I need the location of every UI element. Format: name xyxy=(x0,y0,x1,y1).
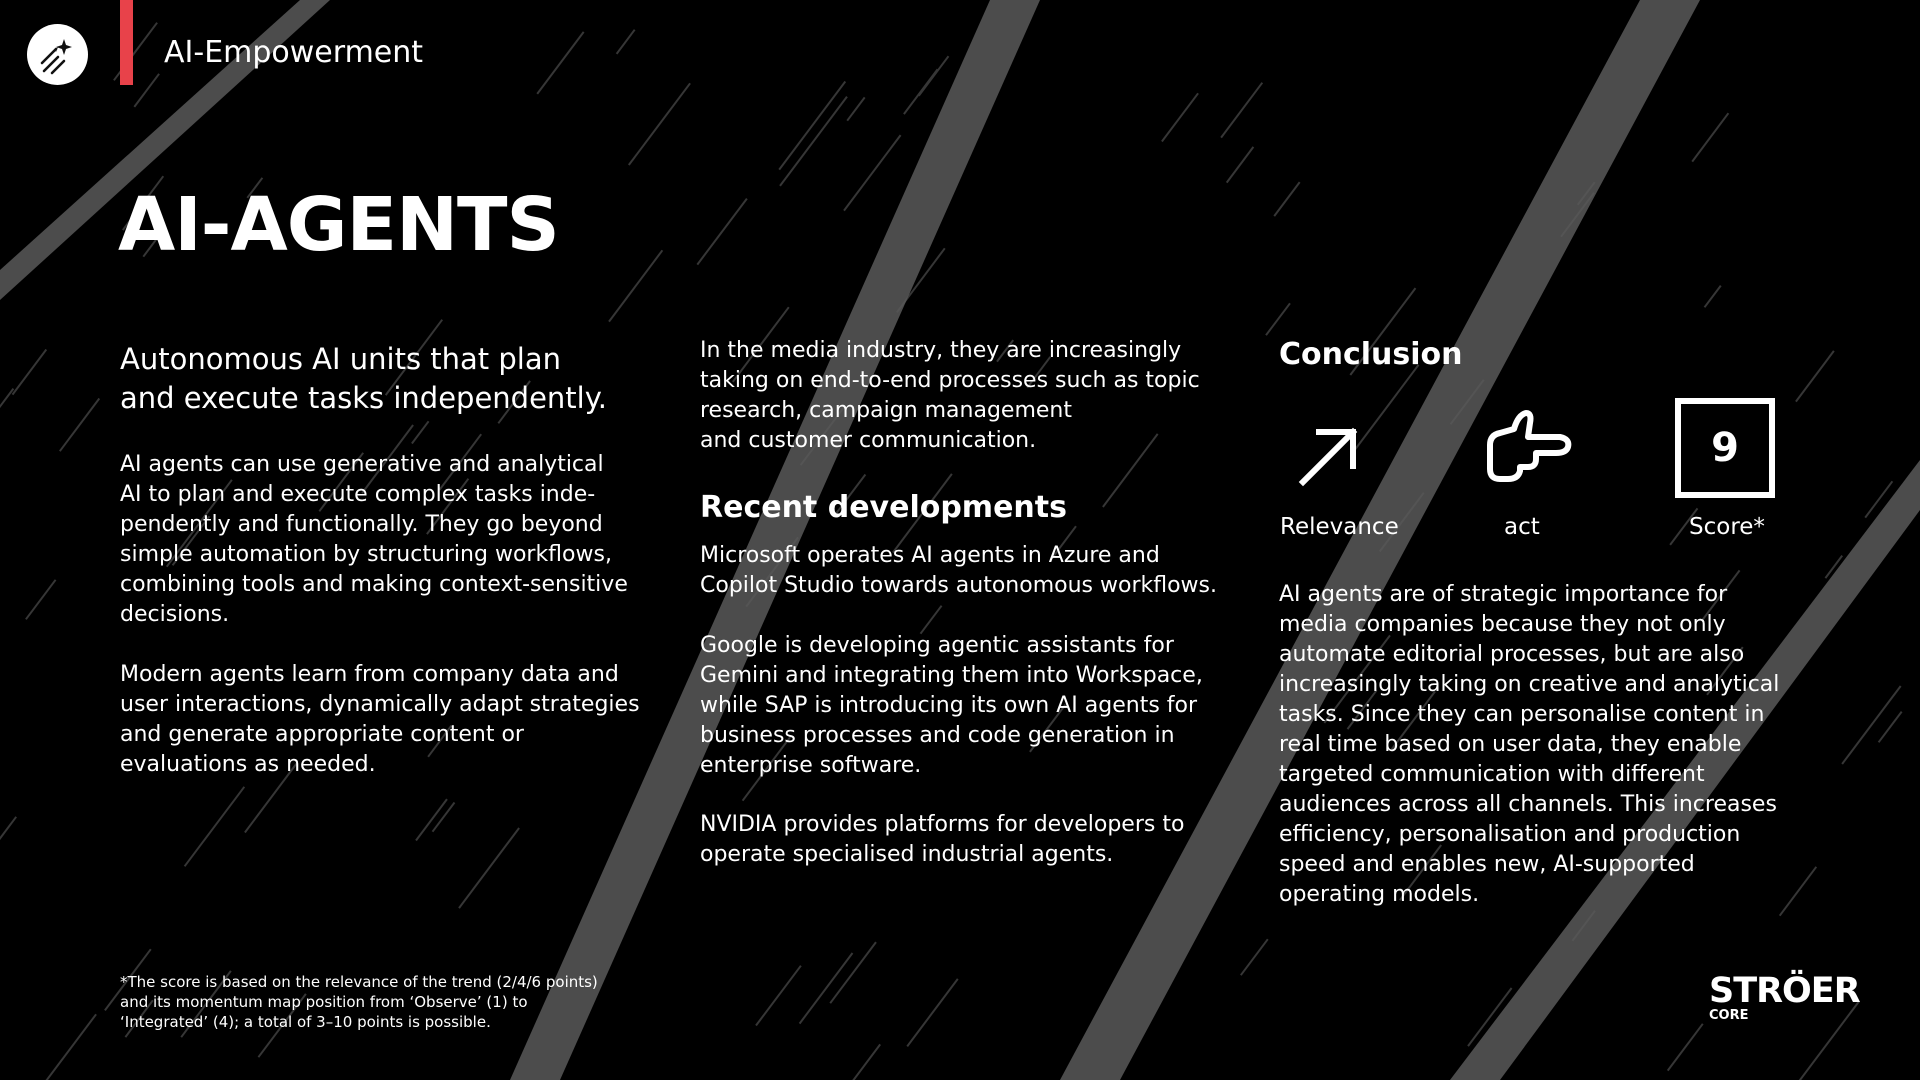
microsoft-paragraph: Microsoft operates AI agents in Azure and Copilot Studio towards autonomous workflows. xyxy=(700,543,1217,598)
action-indicator xyxy=(1478,405,1578,495)
logo-badge xyxy=(27,24,88,85)
google-sap-paragraph: Google is developing agentic assistants for Gemini and integrating them into Workspace, while SAP is introducing its own AI agents for business processes and code generation in enterprise software. xyxy=(700,633,1203,778)
pointing-hand-icon xyxy=(1480,407,1576,493)
header-title: AI-Empowerment xyxy=(164,35,424,70)
page-title: AI-AGENTS xyxy=(118,182,559,268)
conclusion-heading: Conclusion xyxy=(1279,337,1463,372)
intro-paragraph-1: AI agents can use generative and analytical AI to plan and execute complex tasks inde- pendently and functionally. They go beyond simple automation by structuring workflows, combining tools and making context-sensitive decisions. xyxy=(120,452,628,627)
sparkle-arrows-icon xyxy=(36,33,80,77)
header-accent-bar xyxy=(120,0,133,85)
relevance-label: Relevance xyxy=(1280,514,1399,540)
action-label: act xyxy=(1504,514,1540,540)
media-industry-paragraph: In the media industry, they are increasingly taking on end-to-end processes such as topic research, campaign management and customer communication. xyxy=(700,338,1200,453)
score-badge: 9 xyxy=(1675,398,1775,498)
intro-paragraph-2: Modern agents learn from company data and user interactions, dynamically adapt strategies and generate appropriate content or evaluations as needed. xyxy=(120,662,640,777)
nvidia-paragraph: NVIDIA provides platforms for developers to operate specialised industrial agents. xyxy=(700,812,1185,867)
brand-name: STRÖER xyxy=(1709,971,1860,1011)
relevance-indicator xyxy=(1290,415,1370,495)
brand-sub: CORE xyxy=(1709,1008,1749,1023)
arrow-up-right-icon xyxy=(1295,420,1365,490)
intro-subtitle: Autonomous AI units that plan and execute tasks independently. xyxy=(120,342,607,415)
conclusion-paragraph: AI agents are of strategic importance for media companies because they not only automate editorial processes, but are also increasingly taking on creative and analytical tasks. Since they can personalise content in real time based on user data, they enable targeted communication with different audiences across all channels. This increases efficiency, personalisation and production speed and enables new, AI-supported operating models. xyxy=(1279,582,1780,907)
score-footnote: *The score is based on the relevance of the trend (2/4/6 points) and its momentum map position from ‘Observe’ (1) to ‘Integrated’ (4); a total of 3–10 points is possible. xyxy=(120,973,598,1031)
recent-developments-heading: Recent developments xyxy=(700,490,1067,525)
score-label: Score* xyxy=(1689,514,1765,540)
brand-logo xyxy=(1709,973,1860,1023)
